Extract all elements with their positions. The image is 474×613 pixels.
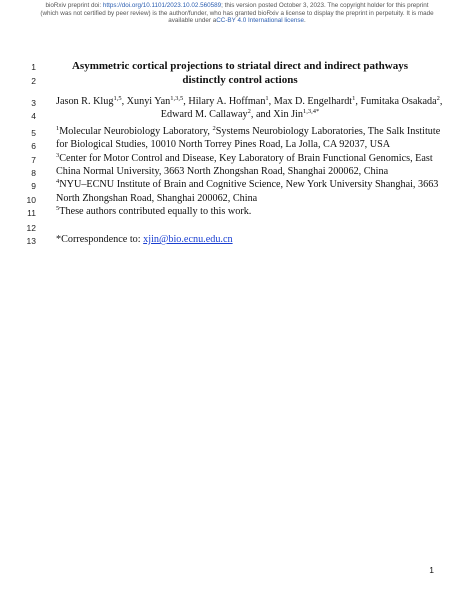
author-name: Hilary A. Hoffman — [188, 96, 266, 107]
line-number: 3 — [31, 98, 36, 108]
doi-link[interactable]: https://doi.org/10.1101/2023.10.02.560589 — [102, 2, 222, 9]
line-number: 13 — [26, 236, 36, 246]
line-number: 4 — [31, 111, 36, 121]
affiliation-4-line-2: North Zhongshan Road, Shanghai 200062, China — [56, 193, 258, 204]
line-number: 5 — [31, 128, 36, 138]
license-link[interactable]: CC-BY 4.0 International license — [216, 17, 304, 25]
author-affiliation-sup: 2 — [436, 95, 440, 102]
author-affiliation-sup: 1,3,4* — [302, 108, 320, 115]
author-list-line-1: Jason R. Klug$^{1,5}$, Xunyi Yan$^{1,3,5}$, Hilary A. Hoffman$^1$, Max D. Engelhardt$^1$, Fumitaka Osakada$^2$, — [56, 95, 443, 107]
banner-line-3: available under aCC-BY 4.0 International license. — [168, 17, 306, 25]
line-number: 6 — [31, 141, 36, 151]
page-number: 1 — [429, 565, 434, 575]
banner-line-2: (which was not certified by peer review) is the author/funder, who has granted bioRxiv a license to display the preprint in perpetuity. It is made — [40, 9, 434, 17]
title-line-2: distinctly control actions — [182, 74, 298, 86]
author-list-line-2: Edward M. Callaway$^2$, and Xin Jin$^{1,3,4*}$ — [160, 108, 320, 120]
author-affiliation-sup: 1,3,5 — [170, 95, 184, 102]
correspondence-line: *Correspondence to: xjin@bio.ecnu.edu.cn — [56, 234, 233, 245]
affiliation-5-note: $^5$These authors contributed equally to this work. — [56, 205, 252, 217]
author-name: Edward M. Callaway — [160, 109, 248, 120]
title-line-1: Asymmetric cortical projections to striatal direct and indirect pathways — [71, 60, 409, 72]
author-affiliation-sup: 2 — [247, 108, 251, 115]
preprint-banner — [20, 2, 454, 25]
line-number: 7 — [31, 155, 36, 165]
author-name: Fumitaka Osakada — [360, 96, 437, 107]
line-number: 12 — [26, 223, 36, 233]
line-number: 9 — [31, 181, 36, 191]
affiliation-3-line-1: $^3$Center for Motor Control and Disease, Key Laboratory of Brain Functional Genomics, East — [56, 152, 433, 164]
affiliation-1-2-line-1: $^1$Molecular Neurobiology Laboratory, $^2$Systems Neurobiology Laboratories, The Salk Institute — [56, 125, 441, 137]
author-affiliation-sup: 1 — [352, 95, 356, 102]
correspondence-email-link[interactable]: xjin@bio.ecnu.edu.cn — [143, 234, 233, 245]
line-number: 2 — [31, 76, 36, 86]
affiliation-4-line-1: $^4$NYU–ECNU Institute of Brain and Cognitive Science, New York University Shanghai, 3663 — [56, 178, 439, 190]
author-name: Xin Jin — [273, 109, 303, 120]
line-number: 11 — [27, 208, 36, 218]
affiliation-sup: 2 — [212, 125, 216, 132]
affiliation-2-line-2: for Biological Studies, 10010 North Torrey Pines Road, La Jolla, CA 92037, USA — [56, 139, 391, 150]
affiliation-sup: 5 — [56, 205, 60, 212]
affiliation-sup: 1 — [56, 125, 60, 132]
banner-line-1: bioRxiv preprint doi: https://doi.org/10.1101/2023.10.02.560589; this version posted October 3, 2023. The copyright holder for this preprint — [45, 2, 429, 9]
author-name: Xunyi Yan — [126, 96, 171, 107]
author-name: Jason R. Klug — [56, 96, 114, 107]
line-number: 8 — [31, 168, 36, 178]
author-affiliation-sup: 1,5 — [113, 95, 122, 102]
author-name: Max D. Engelhardt — [273, 96, 353, 107]
affiliation-sup: 4 — [56, 178, 60, 185]
affiliation-sup: 3 — [56, 152, 60, 159]
line-number: 10 — [26, 195, 36, 205]
affiliation-3-line-2: China Normal University, 3663 North Zhongshan Road, Shanghai 200062, China — [56, 166, 389, 177]
author-affiliation-sup: 1 — [265, 95, 269, 102]
line-number: 1 — [31, 62, 36, 72]
